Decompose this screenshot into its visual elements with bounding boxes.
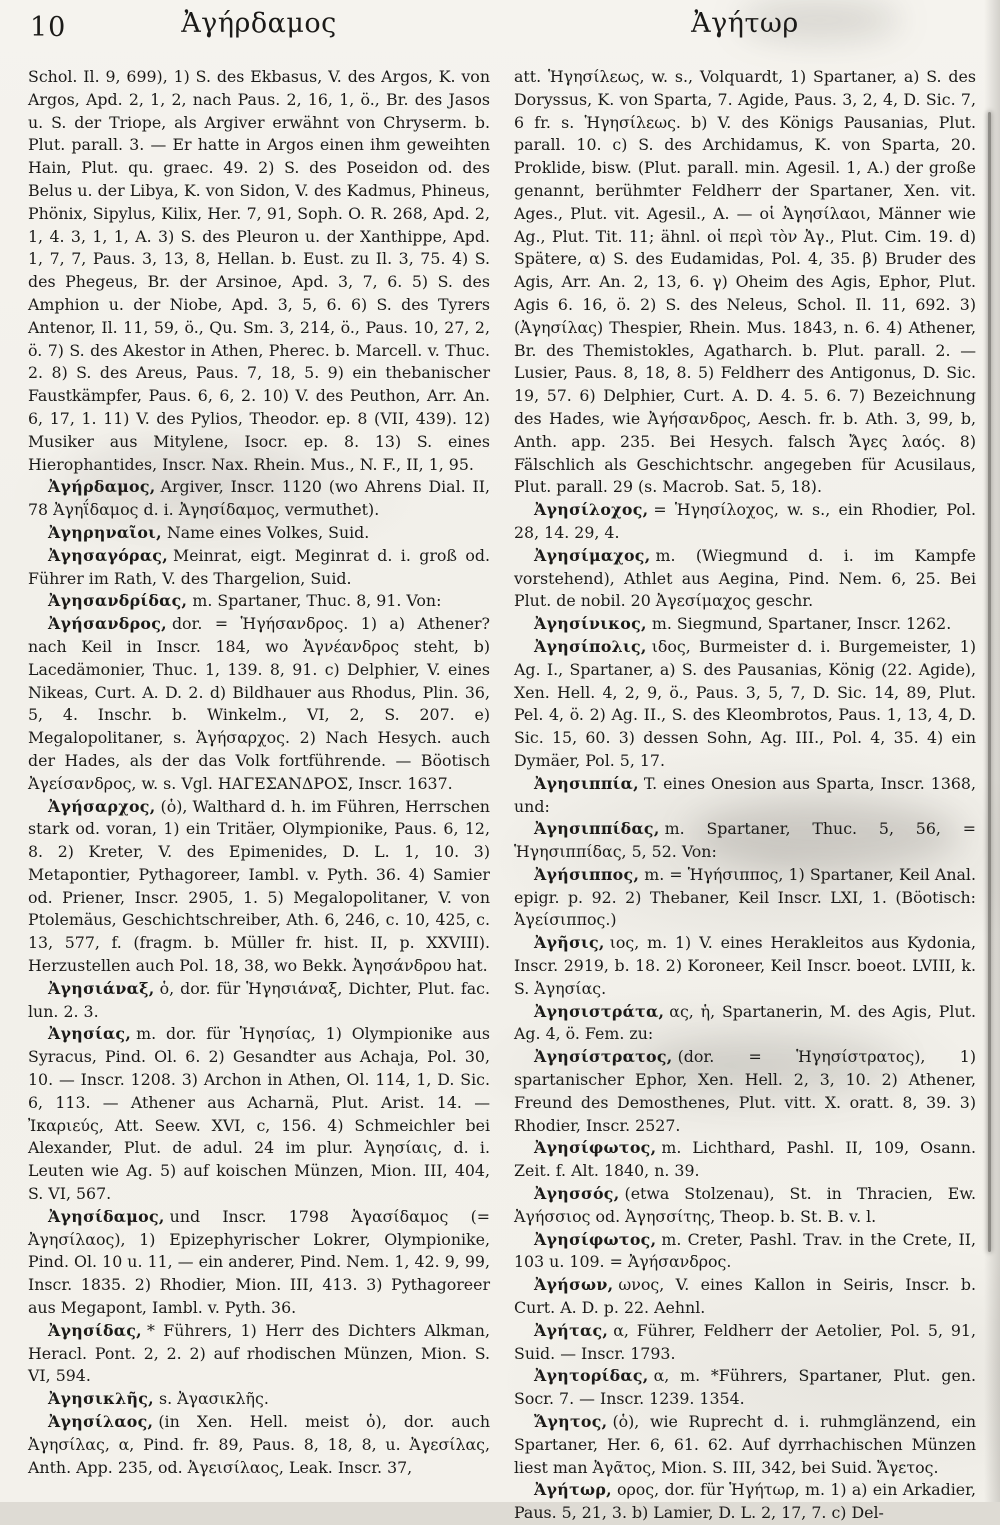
dictionary-entry <box>28 1206 490 1320</box>
entry-text: s. Ἀγασικλῆς. <box>158 1389 269 1409</box>
page-edge-fade <box>984 0 1000 1502</box>
entry-text: ας, ἡ, Spartanerin, M. des Agis, Plut. Ag. 4, ö. Fem. zu: <box>514 1001 976 1044</box>
dictionary-entry <box>514 1320 976 1366</box>
entry-headword: Ἀγήσανδρος, <box>48 614 167 634</box>
dictionary-entry <box>514 636 976 773</box>
entry-text: att. Ἡγησίλεως, w. s., Volquardt, 1) Spartaner, a) S. des Doryssus, K. von Sparta, 7. Agide, Paus. 3, 2, 4, D. Sic. 7, 6 fr. s. Ἡγησίλεως. b) V. des Königs Pausanias, Plut. parall. 10. c) S. des Archidamus, K. von Sparta, 20. Proklide, bisw. (Plut. parall. min. Agesil. 1, A.) der große genannt, berühmter Feldherr der Spartaner, Xen. vit. Ages., Plut. vit. Agesil., A. — οἱ Ἀγησίλαοι, Männer wie Ag., Plut. Tit. 11; ähnl. οἱ περὶ τὸν Ἀγ., Plut. Cim. 19. d) Spätere, α) S. des Eudamidas, Pol. 4, 35. β) Bruder des Agis, Arr. An. 2, 13, 6. γ) Oheim des Agis, Ephor, Plut. Agis 6. 16, ö. 2) S. des Neleus, Schol. Il. 11, 692. 3) (Ἀγησίλας) Thespier, Rhein. Mus. 1843, n. 6. 4) Athener, Br. des Themistokles, Agatharch. b. Plut. parall. 2. — Lusier, Paus. 8, 18, 8. 5) Feldherr des Antigonus, D. Sic. 19, 57. 6) Delphier, Curt. A. D. 4. 5. 6. 7) Bezeichnung des Hades, wie Ἀγήσανδρος, Aesch. fr. b. Ath. 3, 99, b, Anth. app. 235. Bei Hesych. falsch Ἄγες λαός. 8) Fälschlich als Geschichtschr. angegeben für Acusilaus, Plut. parall. 29 (s. Macrob. Sat. 5, 18). <box>514 67 976 497</box>
dictionary-entry <box>514 1137 976 1183</box>
dictionary-entry <box>514 499 976 545</box>
dictionary-entry <box>514 932 976 1000</box>
continuation-paragraph <box>28 66 490 476</box>
entry-text: m. Siegmund, Spartaner, Inscr. 1262. <box>651 614 952 634</box>
entry-headword: Ἄγητος, <box>534 1412 608 1432</box>
entry-headword: Ἀγήτωρ, <box>534 1480 612 1500</box>
entry-text: α, Führer, Feldherr der Aetolier, Pol. 5, 91, Suid. — Inscr. 1793. <box>514 1320 976 1363</box>
entry-headword: Ἀγηρηναῖοι, <box>48 522 162 542</box>
dictionary-entry <box>514 818 976 864</box>
right-column <box>514 66 976 1523</box>
entry-text: ιος, m. 1) V. eines Herakleitos aus Kydonia, Inscr. 2919, b. 18. 2) Koroneer, Keil Inscr. boeot. LVIII, k. S. Ἀγησίας. <box>514 933 976 998</box>
entry-text: Schol. Il. 9, 699), 1) S. des Ekbasus, V. des Argos, K. von Argos, Apd. 2, 1, 2, nach Paus. 2, 16, 1, ö., Br. des Jasos u. S. der Triope, als Argiver erwähnt von Chryserm. b. Plut. parall. 3. — Er hatte in Argos einen ihm geweihten Hain, Plut. qu. graec. 49. 2) S. des Poseidon od. des Belus u. der Libya, K. von Sidon, V. des Kadmus, Phineus, Phönix, Sipylus, Kilix, Her. 7, 91, Soph. O. R. 268, Apd. 2, 1, 4. 3, 1, 1, A. 3) S. des Pleuron u. der Xanthippe, Apd. 1, 7, 7, Paus. 3, 13, 8, Hellan. b. Eust. zu Il. 3, 75. 4) S. des Phegeus, Br. der Arsinoe, Apd. 3, 7, 6. 5) S. des Amphion u. der Niobe, Apd. 3, 5, 6. 6) S. des Tyrers Antenor, Il. 11, 59, ö., Qu. Sm. 3, 214, ö., Paus. 10, 27, 2, ö. 7) S. des Akestor in Athen, Pherec. b. Marcell. v. Thuc. 2. 8) S. des Areus, Paus. 7, 18, 5. 9) ein thebanischer Faustkämpfer, Paus. 6, 6, 2. 10) V. des Peuthon, Arr. An. 6, 17, 1. 11) V. des Pylios, Theodor. ep. 8 (VII, 439). 12) Musiker aus Mitylene, Isocr. ep. 8. 13) S. eines Hierophantides, Inscr. Nax. Rhein. Mus., N. F., II, 1, 95. <box>28 67 490 474</box>
entry-headword: Ἀγήσων, <box>534 1275 614 1295</box>
dictionary-entry <box>514 1365 976 1411</box>
entry-text: (ὁ), Walthard d. h. im Führen, Herrschen stark od. voran, 1) ein Tritäer, Olympionike, Paus. 6, 12, 8. 2) Kreter, V. des Epimenides, D. L. 1, 10. 3) Metapontier, Pythagoreer, Iambl. v. Pyth. 36. 4) Samier od. Priener, Inscr. 2905, 1. 5) Megalopolitaner, V. von Ptolemäus, Geschichtschreiber, Ath. 6, 246, c. 10, 425, c. 13, 577, f. (fragm. b. Müller fr. hist. II, p. XXVIII). Herzustellen auch Pol. 18, 38, wo Bekk. Ἀγησάνδρου hat. <box>28 796 490 976</box>
dictionary-entry <box>514 545 976 613</box>
entry-text: ιδος, Burmeister d. i. Burgemeister, 1) Ag. I., Spartaner, a) S. des Pausanias, König (22. Agide), Xen. Hell. 4, 2, 9, ö., Paus. 3, 5, 7, D. Sic. 14, 89, Plut. Pel. 4, ö. 2) Ag. II., S. des Kleombrotos, Paus. 1, 13, 4, D. Sic. 15, 60. 3) dessen Sohn, Ag. III., Pol. 4, 35. 4) ein Dymäer, Pol. 5, 17. <box>514 636 976 770</box>
entry-text: (in Xen. Hell. meist ὁ), dor. auch Ἀγησίλας, α, Pind. fr. 89, Paus. 8, 18, 8, u. Ἀγεσίλας, Anth. App. 235, od. Ἀγεισίλαος, Leak. Inscr. 37, <box>28 1412 490 1477</box>
dictionary-entry <box>514 613 976 636</box>
entry-headword: Ἀγησίλοχος, <box>534 500 649 520</box>
dictionary-entry <box>28 978 490 1024</box>
dictionary-entry <box>514 1183 976 1229</box>
dictionary-entry <box>514 1001 976 1047</box>
entry-headword: Ἀγήρδαμος, <box>48 477 156 497</box>
entry-text: m. Spartaner, Thuc. 8, 91. Von: <box>192 591 442 611</box>
entry-text: (ὁ), wie Ruprecht d. i. ruhmglänzend, ein Spartaner, Her. 6, 61. 62. Auf dyrrhachischen Münzen liest man Ἀγᾶτος, Mion. S. III, 342, bei Suid. Ἄγετος. <box>514 1412 976 1477</box>
entry-text: ωνος, V. eines Kallon in Seiris, Inscr. b. Curt. A. D. p. 22. Aehnl. <box>514 1275 976 1318</box>
entry-headword: Ἀγησίδαμος, <box>48 1206 165 1226</box>
entry-text: = Ἡγησίλοχος, w. s., ein Rhodier, Pol. 28, 14. 29, 4. <box>514 500 976 542</box>
entry-headword: Ἀγησίστρατος, <box>534 1047 673 1067</box>
entry-headword: Ἀγῆσις, <box>534 933 605 953</box>
dictionary-entry <box>28 1388 490 1411</box>
entry-text: ορος, dor. für Ἡγήτωρ, m. 1) a) ein Arkadier, Paus. 5, 21, 3. b) Lamier, D. L. 2, 17, 7. c) Del- <box>514 1480 976 1523</box>
entry-headword: Ἀγησίδας, <box>48 1320 142 1340</box>
entry-text: Argiver, Inscr. 1120 (wo Ahrens Dial. II, 78 Ἀγηΐδαμος d. i. Ἀγησίδαμος, vermuthet). <box>28 477 490 520</box>
entry-text: m. Spartaner, Thuc. 5, 56, = Ἡγησιππίδας, 5, 52. Von: <box>514 819 976 862</box>
dictionary-entry <box>514 1046 976 1137</box>
entry-headword: Ἀγησίνικος, <box>534 614 647 634</box>
entry-headword: Ἀγησίας, <box>48 1024 132 1044</box>
running-head-left: Ἀγήρδαμος <box>181 8 337 39</box>
entry-headword: Ἀγησαγόρας, <box>48 545 169 565</box>
entry-text: m. dor. für Ἡγησίας, 1) Olympionike aus Syracus, Pind. Ol. 6. 2) Gesandter aus Achaja, Pol. 30, 10. — Inscr. 1208. 3) Archon in Athen, Ol. 114, 1, D. Sic. 6, 113. — Athener aus Acharnä, Plut. Arist. 14. — Ἰκαριεύς, Att. Seew. XVI, c, 156. 4) Schmeichler bei Alexander, Plut. de adul. 24 im plur. Ἀγησίαις, d. i. Leuten wie Ag. 5) auf koischen Münzen, Mion. III, 404, S. VI, 567. <box>28 1024 490 1204</box>
text-columns <box>28 66 976 1523</box>
entry-text: T. eines Onesion aus Sparta, Inscr. 1368, und: <box>514 773 976 816</box>
entry-text: * Führers, 1) Herr des Dichters Alkman, Heracl. Pont. 2, 2. 2) auf rhodischen Münzen, Mion. S. VI, 594. <box>28 1320 490 1386</box>
running-head-right: Ἀγήτωρ <box>691 8 799 39</box>
entry-headword: Ἀγησίμαχος, <box>534 545 651 565</box>
entry-headword: Ἀγητορίδας, <box>534 1366 649 1386</box>
left-column <box>28 66 490 1478</box>
dictionary-entry <box>514 773 976 819</box>
dictionary-entry <box>28 1320 490 1388</box>
entry-headword: Ἀγησίλαος, <box>48 1412 154 1432</box>
entry-text: Meinrat, eigt. Meginrat d. i. groß od. Führer im Rath, V. des Thargelion, Suid. <box>28 545 490 588</box>
entry-headword: Ἀγησίφωτος, <box>534 1229 657 1249</box>
dictionary-entry <box>28 1023 490 1205</box>
page-number: 10 <box>30 12 67 43</box>
dictionary-entry <box>514 864 976 932</box>
dictionary-entry <box>514 1479 976 1525</box>
dictionary-entry <box>514 1274 976 1320</box>
dictionary-entry <box>514 1229 976 1275</box>
entry-text: dor. = Ἡγήσανδρος. 1) a) Athener? nach Keil in Inscr. 184, wo Ἀγνέανδρος steht, b) Lacedämonier, Thuc. 1, 139. 8, 91. c) Delphier, V. eines Nikeas, Curt. A. D. 2. d) Bildhauer aus Rhodus, Plin. 36, 5, 4. Inschr. b. Winkelm., VI, 2, S. 207. e) Megalopolitaner, s. Ἀγήσαρχος. 2) Nach Hesych. auch der Hades, als der das Volk fortführende. — Böotisch Ἀγείσανδρος, w. s. Vgl. ΗΑΓΕΣΑΝΔΡΟΣ, Inscr. 1637. <box>28 614 490 793</box>
entry-headword: Ἀγησίπολις, <box>534 636 647 656</box>
entry-text: Name eines Volkes, Suid. <box>166 522 370 542</box>
entry-headword: Ἀγησιππία, <box>534 773 639 793</box>
entry-text: m. = Ἡγήσιππος, 1) Spartaner, Keil Anal. epigr. p. 92. 2) Thebaner, Keil Inscr. LXI, 1. (Böotisch: Ἀγείσιππος.) <box>514 864 976 930</box>
entry-text: (etwa Stolzenau), St. in Thracien, Ew. Ἀγήσσιος od. Ἀγησσίτης, Theop. b. St. B. v. l. <box>514 1184 976 1226</box>
entry-headword: Ἀγησίφωτος, <box>534 1138 657 1158</box>
entry-text: (dor. = Ἡγησίστρατος), 1) spartanischer Ephor, Xen. Hell. 2, 3, 10. 2) Athener, Freund des Demosthenes, Plut. vitt. X. oratt. 8, 39. 3) Rhodier, Inscr. 2527. <box>514 1047 976 1135</box>
dictionary-entry <box>28 1411 490 1479</box>
entry-headword: Ἀγησσός, <box>534 1184 620 1204</box>
entry-headword: Ἀγησανδρίδας, <box>48 591 188 611</box>
page-header <box>0 8 1000 60</box>
entry-headword: Ἀγήσιππος, <box>534 864 640 884</box>
entry-headword: Ἀγήτας, <box>534 1320 609 1340</box>
dictionary-entry <box>28 476 490 522</box>
entry-headword: Ἀγησιστράτα, <box>534 1001 665 1021</box>
entry-headword: Ἀγησιππίδας, <box>534 819 660 839</box>
dictionary-entry <box>28 613 490 795</box>
entry-text: α, m. *Führers, Spartaner, Plut. gen. Socr. 7. — Inscr. 1239. 1354. <box>514 1366 976 1409</box>
dictionary-entry <box>28 796 490 978</box>
entry-text: m. Lichthard, Pashl. II, 109, Osann. Zeit. f. Alt. 1840, n. 39. <box>514 1138 976 1181</box>
entry-text: m. Creter, Pashl. Trav. in the Crete, II, 103 u. 109. = Ἀγήσανδρος. <box>514 1229 976 1272</box>
continuation-paragraph <box>514 66 976 499</box>
dictionary-entry <box>514 1411 976 1479</box>
entry-headword: Ἀγησικλῆς, <box>48 1389 154 1409</box>
entry-text: m. (Wiegmund d. i. im Kampfe vorstehend), Athlet aus Aegina, Pind. Nem. 6, 25. Bei Plut. de nobil. 20 Ἀγεσίμαχος geschr. <box>514 545 976 611</box>
dictionary-entry <box>28 522 490 545</box>
entry-text: und Inscr. 1798 Ἀγασίδαμος (= Ἀγησίλαος), 1) Epizephyrischer Lokrer, Olympionike, Pind. Ol. 10 u. 11, — ein anderer, Pind. Nem. 1, 42. 9, 99, Inscr. 1835. 2) Rhodier, Mion. III, 413. 3) Pythagoreer aus Megapont, Iambl. v. Pyth. 36. <box>28 1206 490 1318</box>
entry-text: ὁ, dor. für Ἡγησιάναξ, Dichter, Plut. fac. lun. 2. 3. <box>28 978 490 1021</box>
entry-headword: Ἀγήσαρχος, <box>48 796 156 816</box>
dictionary-entry <box>28 545 490 591</box>
dictionary-entry <box>28 590 490 613</box>
entry-headword: Ἀγησιάναξ, <box>48 978 155 998</box>
